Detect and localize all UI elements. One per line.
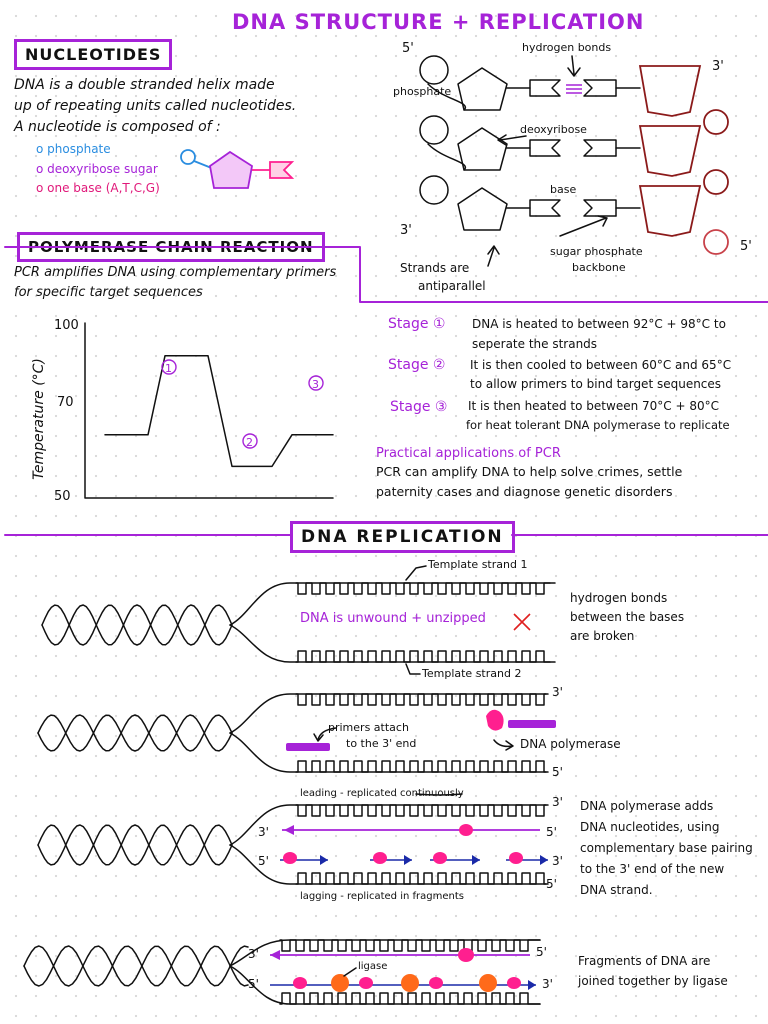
pcr-stage-marker-3: 3 [312, 378, 319, 391]
d4-five-prime: 5' [536, 945, 547, 959]
adds-line-3: complementary base pairing [580, 841, 753, 855]
dna-polymerase-icon [359, 977, 373, 989]
ligase-icon [479, 974, 497, 992]
pcr-line-2: for specific target sequences [14, 285, 203, 300]
dna-helix [24, 946, 248, 986]
deoxyribose-sugar-icon [640, 186, 700, 236]
dna-helix [42, 605, 232, 645]
d2-three-prime: 3' [552, 685, 563, 699]
stage-3-line-b: for heat tolerant DNA polymerase to replicate [466, 418, 730, 432]
dna-helix [38, 825, 232, 865]
dna-helix [24, 946, 248, 986]
arrowhead [404, 855, 412, 865]
stage-1-line-a: DNA is heated to between 92°C + 98°C to [472, 317, 726, 331]
dna-polymerase-icon [373, 852, 387, 864]
template-strand-1-label: Template strand 1 [428, 558, 528, 571]
dna-helix [38, 715, 232, 751]
dna-helix [38, 715, 232, 751]
fragments-line-2: joined together by ligase [578, 974, 728, 988]
antiparallel-label-1: Strands are [400, 261, 470, 275]
five-prime-bottom-label: 5' [740, 239, 752, 254]
three-prime-bottom-label: 3' [400, 223, 412, 238]
stage-2-line-b: to allow primers to bind target sequences [470, 377, 722, 391]
pointer-arrow [406, 664, 420, 674]
pointer-arrow [406, 566, 426, 580]
backbone-link-stroke [428, 144, 465, 170]
lagging-label: lagging - replicated in fragments [300, 891, 464, 902]
template-strand-teeth [280, 993, 540, 1004]
polymerase-label: DNA polymerase [520, 737, 621, 751]
template-strand-teeth [280, 940, 540, 951]
nucleotide-sugar-icon [210, 152, 252, 188]
nucleotide-phosphate-icon [181, 150, 195, 164]
pcr-line-1: PCR amplifies DNA using complementary primers [14, 265, 337, 280]
base-shape [530, 140, 560, 156]
d3-three-top: 3' [552, 795, 563, 809]
stage-3-line-a: It is then heated to between 70°C + 80°C [468, 399, 719, 413]
deoxyribose-sugar-icon [640, 66, 700, 116]
backbone-label-1: sugar phosphate [550, 245, 643, 258]
d2-five-prime: 5' [552, 765, 563, 779]
template-strand-teeth [296, 873, 546, 884]
deoxyribose-sugar-icon [640, 126, 700, 176]
phosphate-icon [420, 56, 448, 84]
phosphate-icon [420, 116, 448, 144]
nucleotide-item-base: o one base (A,T,C,G) [36, 181, 160, 195]
phosphate-icon [704, 230, 728, 254]
primers-line-2: to the 3' end [346, 737, 417, 750]
template-strand-teeth [296, 761, 546, 772]
deoxyribose-sugar-icon [458, 68, 507, 110]
d3-five-bottom: 5' [546, 877, 557, 891]
arrowhead [540, 855, 548, 865]
template-strand [230, 625, 555, 662]
dna-polymerase-icon [509, 852, 523, 864]
dna-helix [38, 825, 232, 865]
adds-line-1: DNA polymerase adds [580, 799, 714, 813]
base-shape [584, 140, 616, 156]
primers-line-1: primers attach [328, 721, 409, 734]
dna-polymerase-icon [429, 977, 443, 989]
stage-2-label: Stage ② [388, 357, 446, 373]
pcr-stage-marker-2: 2 [246, 436, 253, 449]
ligase-label: ligase [358, 961, 388, 972]
dna-polymerase-icon [283, 852, 297, 864]
dna-polymerase-icon [293, 977, 307, 989]
arrowhead [284, 825, 294, 835]
template-strand [230, 805, 548, 845]
dna-polymerase-icon [458, 948, 474, 962]
d3-three-mid: 3' [258, 825, 269, 839]
break-cross-icon [514, 614, 530, 630]
nucleotides-heading: NUCLEOTIDES [14, 39, 172, 70]
nucleotide-line-1: DNA is a double stranded helix made [14, 77, 275, 93]
template-strand-teeth [296, 583, 550, 594]
pointer-arrow [344, 968, 356, 976]
stage-2-line-a: It is then cooled to between 60°C and 65°C [470, 358, 732, 372]
pointer-arrow [488, 246, 499, 266]
pcr-stage-marker-1: 1 [165, 362, 172, 375]
pcr-ytick-50: 50 [54, 489, 71, 504]
template-strand-2-label: Template strand 2 [422, 667, 522, 680]
pointer-arrow [560, 216, 607, 236]
dna-polymerase-icon [459, 824, 473, 836]
pointer-arrow [494, 740, 513, 750]
arrowhead [270, 950, 280, 960]
practical-line-1: PCR can amplify DNA to help solve crimes, settle [376, 464, 683, 479]
nucleotide-item-sugar: o deoxyribose sugar [36, 162, 158, 176]
nucleotide-item-phosphate: o phosphate [36, 142, 111, 156]
pcr-ytick-100: 100 [54, 318, 79, 333]
primer-bar [286, 743, 330, 751]
hb-line-1: hydrogen bonds [570, 591, 668, 605]
antiparallel-label-2: antiparallel [418, 279, 486, 293]
nucleotide-base-icon [270, 162, 292, 178]
adds-line-2: DNA nucleotides, using [580, 820, 720, 834]
arrowhead [528, 980, 536, 990]
d4-three-prime: 3' [248, 947, 259, 961]
primer-bar [508, 720, 556, 728]
three-prime-top-label: 3' [712, 59, 724, 74]
d4-five-low: 5' [248, 977, 259, 991]
base-shape [584, 200, 616, 216]
pcr-heading: POLYMERASE CHAIN REACTION [17, 232, 325, 262]
d4-three-low: 3' [542, 977, 553, 991]
page-title: DNA STRUCTURE + REPLICATION [232, 10, 645, 34]
hydrogen-bonds-label: hydrogen bonds [522, 41, 612, 54]
stage-3-label: Stage ③ [390, 399, 448, 415]
pcr-ytick-70: 70 [57, 395, 74, 410]
adds-line-5: DNA strand. [580, 883, 653, 897]
leading-label: leading - replicated continuously [300, 788, 464, 799]
template-strand-teeth [296, 694, 546, 705]
pcr-temperature-line [105, 356, 333, 467]
hb-line-3: are broken [570, 629, 635, 643]
phosphate-icon [420, 176, 448, 204]
phosphate-icon [704, 170, 728, 194]
base-shape [530, 200, 560, 216]
nucleotide-link-stroke [194, 161, 214, 169]
phosphate-icon [704, 110, 728, 134]
practical-line-2: paternity cases and diagnose genetic disorders [376, 484, 673, 499]
deoxyribose-sugar-icon [458, 128, 507, 170]
backbone-label-2: backbone [572, 261, 626, 274]
ligase-icon [401, 974, 419, 992]
dna-polymerase-icon [486, 710, 504, 731]
template-strand-teeth [296, 651, 550, 662]
dna-helix [42, 605, 232, 645]
pcr-ylabel: Temperature (°C) [30, 358, 47, 480]
d3-five-low: 5' [258, 854, 269, 868]
dna-polymerase-icon [507, 977, 521, 989]
pcr-axes [85, 323, 333, 498]
base-label: base [550, 183, 577, 196]
unwound-label: DNA is unwound + unzipped [300, 611, 486, 626]
base-shape [530, 80, 560, 96]
stage-1-line-b: seperate the strands [472, 337, 598, 351]
fragments-line-1: Fragments of DNA are [578, 954, 711, 968]
replication-heading: DNA REPLICATION [290, 521, 515, 553]
ligase-icon [331, 974, 349, 992]
pointer-arrow [568, 56, 580, 76]
template-strand [230, 845, 548, 884]
nucleotide-line-3: A nucleotide is composed of : [14, 119, 221, 135]
d3-three-low: 3' [552, 854, 563, 868]
pointer-arrow [498, 135, 526, 145]
phosphate-label: phosphate [393, 85, 452, 98]
five-prime-top-label: 5' [402, 41, 414, 56]
nucleotide-line-2: up of repeating units called nucleotides. [14, 98, 297, 114]
stage-1-label: Stage ① [388, 316, 446, 332]
practical-heading: Practical applications of PCR [376, 446, 561, 461]
adds-line-4: to the 3' end of the new [580, 862, 725, 876]
template-strand-teeth [296, 805, 546, 816]
hb-line-2: between the bases [570, 610, 685, 624]
arrowhead [320, 855, 328, 865]
arrowhead [472, 855, 480, 865]
base-shape [584, 80, 616, 96]
deoxyribose-sugar-icon [458, 188, 507, 230]
dna-polymerase-icon [433, 852, 447, 864]
deoxyribose-label: deoxyribose [520, 123, 587, 136]
d3-five-mid: 5' [546, 825, 557, 839]
